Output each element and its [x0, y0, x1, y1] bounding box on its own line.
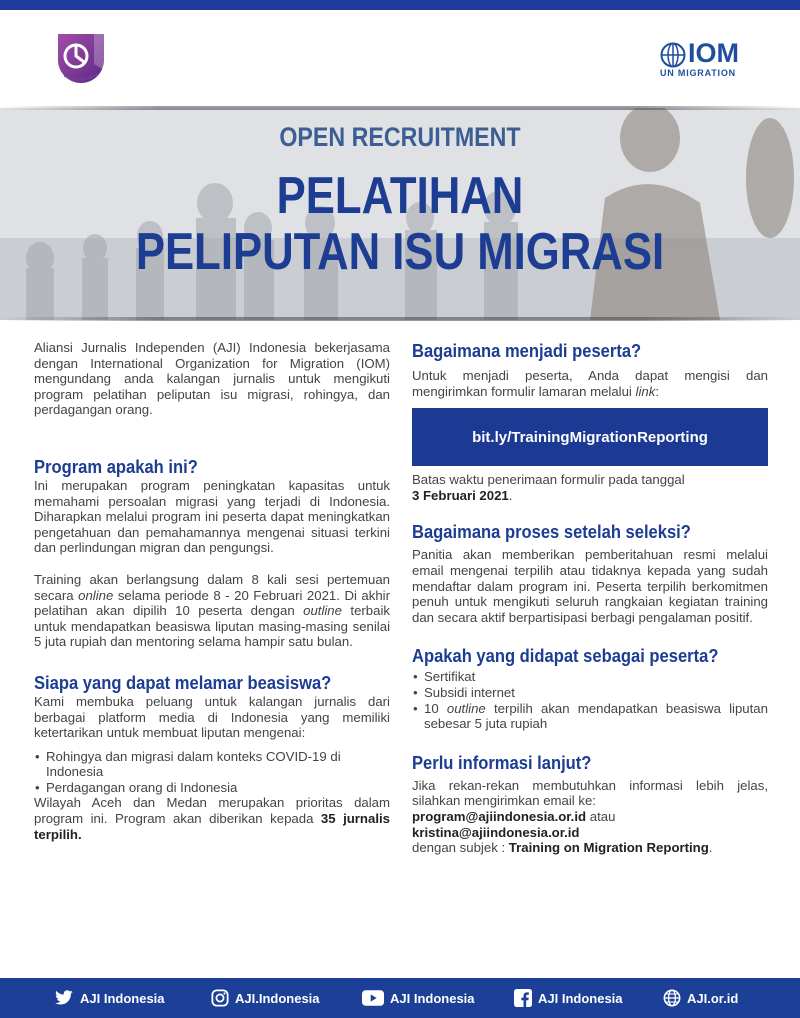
deadline-date: 3 Februari 2021 — [412, 487, 509, 503]
list-item: • Perdagangan orang di Indonesia — [34, 780, 390, 796]
instagram-link[interactable] — [211, 978, 320, 1018]
priority-paragraph: Wilayah Aceh dan Medan merupakan prioritas dalam program ini. Program akan diberikan kepada 35 jurnalis terpilih. — [34, 795, 390, 842]
eligibility-topic-list — [34, 749, 390, 796]
heading-more-info: Perlu informasi lanjut? — [412, 752, 592, 773]
contact-emails: program@ajiindonesia.or.id atau kristina@ajiindonesia.or.id dengan subjek : Training on Migration Reporting. — [412, 808, 713, 856]
instagram-handle: AJI.Indonesia — [235, 990, 320, 1006]
aji-logo — [54, 30, 108, 84]
website-url: AJI.or.id — [687, 990, 739, 1006]
hero-divider-top — [0, 106, 800, 110]
list-item: • 10 outline terpilih akan mendapatkan beasiswa liputan sebesar 5 juta rupiah — [412, 701, 768, 732]
hero-divider-bottom — [0, 317, 800, 321]
twitter-link[interactable] — [54, 978, 165, 1018]
email-link-program[interactable]: program@ajiindonesia.or.id — [412, 808, 587, 824]
email-link-kristina[interactable]: kristina@ajiindonesia.or.id — [412, 824, 580, 840]
heading-program: Program apakah ini? — [34, 456, 198, 477]
list-item: • Sertifikat — [412, 669, 768, 685]
email-subject: Training on Migration Reporting — [508, 840, 709, 856]
heading-how-to-join: Bagaimana menjadi peserta? — [412, 341, 642, 361]
top-accent-bar — [0, 0, 800, 10]
how-to-join-paragraph: Untuk menjadi peserta, Anda dapat mengisi dan mengirimkan formulir lamaran melalui link: — [412, 368, 768, 399]
more-info-paragraph: Jika rekan-rekan membutuhkan informasi lebih jelas, silahkan mengirimkan email ke: — [412, 777, 768, 809]
un-globe-icon — [660, 42, 686, 68]
benefits-list — [412, 669, 768, 731]
deadline-paragraph: Batas waktu penerimaan formulir pada tanggal 3 Februari 2021. — [412, 472, 685, 503]
iom-subtitle: UN MIGRATION — [660, 68, 736, 78]
iom-logo — [660, 40, 756, 82]
youtube-icon — [362, 990, 384, 1006]
twitter-icon — [54, 990, 74, 1006]
hero-title-line2: PELIPUTAN ISU MIGRASI — [135, 223, 665, 281]
website-link[interactable] — [663, 978, 738, 1018]
youtube-link[interactable] — [362, 978, 475, 1018]
hero-title-line1: PELATIHAN — [276, 167, 524, 225]
program-paragraph-1: Ini merupakan program peningkatan kapasitas untuk memahami persoalan migrasi yang terjadi di Indonesia. Diharapkan melalui program ini peserta dapat meningkatkan pengetahuan dan pemahamannya mengenai situasi terkini dan perlindungan migran dan pengungsi. — [34, 477, 390, 556]
heading-eligibility: Siapa yang dapat melamar beasiswa? — [34, 672, 332, 693]
facebook-handle: AJI Indonesia — [538, 990, 623, 1006]
iom-wordmark: IOM — [688, 38, 739, 68]
eligibility-paragraph: Kami membuka peluang untuk kalangan jurnalis dari berbagai platform media di Indonesia yang memiliki ketertarikan untuk membuat liputan mengenai: — [34, 693, 390, 741]
globe-icon — [663, 989, 681, 1007]
intro-paragraph: Aliansi Jurnalis Independen (AJI) Indonesia bekerjasama dengan International Organization for Migration (IOM) mengundang anda kalangan jurnalis untuk mengikuti program pelatihan peliputan isu migrasi, rohingya, dan perdagangan orang. — [34, 340, 390, 418]
program-paragraph-2: Training akan berlangsung dalam 8 kali sesi pertemuan secara online selama periode 8 - 20 Februari 2021. Di akhir pelatihan akan dipilih 10 peserta dengan outline terbaik untuk mendapatkan beasiswa liputan masing-masing senilai 5 juta rupiah dan mentoring selama hampir satu bulan. — [34, 571, 390, 650]
right-column — [412, 340, 768, 856]
heading-after-selection: Bagaimana proses setelah seleksi? — [412, 522, 691, 543]
registration-link-button[interactable]: bit.ly/TrainingMigrationReporting — [412, 408, 768, 466]
twitter-handle: AJI Indonesia — [80, 990, 165, 1006]
facebook-icon — [514, 989, 532, 1007]
heading-benefits: Apakah yang didapat sebagai peserta? — [412, 646, 719, 667]
facebook-link[interactable] — [514, 978, 623, 1018]
youtube-handle: AJI Indonesia — [390, 990, 475, 1006]
left-column — [34, 340, 390, 842]
list-item: • Rohingya dan migrasi dalam konteks COVID-19 di Indonesia — [34, 749, 390, 780]
after-selection-paragraph: Panitia akan memberikan pemberitahuan resmi melalui email mengenai terpilih atau tidaknya kepada yang sudah mendaftar dalam program ini. Peserta terpilih berkomitmen penuh untuk mengikuti seluruh rangkaian kegiatan training dan secara aktif berpartisipasi berbagi pengalaman positif. — [412, 547, 768, 625]
hero-kicker: OPEN RECRUITMENT — [279, 122, 521, 152]
instagram-icon — [211, 989, 229, 1007]
list-item: • Subsidi internet — [412, 685, 768, 701]
social-footer — [0, 978, 800, 1018]
